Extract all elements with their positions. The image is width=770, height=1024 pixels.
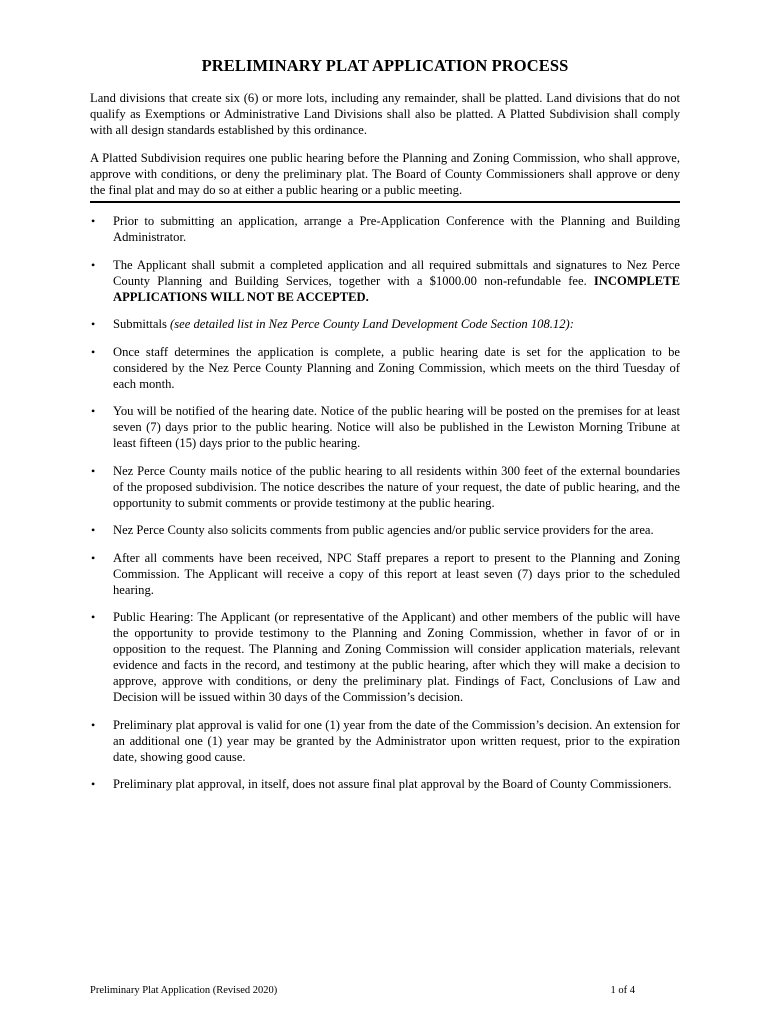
list-item-text: Preliminary plat approval, in itself, does not assure final plat approval by the Board of County Commissioners. xyxy=(113,777,672,791)
bullet-icon: • xyxy=(91,777,96,791)
list-item-text: After all comments have been received, NPC Staff prepares a report to present to the Planning and Zoning Commission. The Applicant will receive a copy of this report at least seven (7) days prior to the scheduled hearing. xyxy=(113,550,680,597)
list-item xyxy=(90,344,680,392)
list-item-text: Preliminary plat approval is valid for one (1) year from the date of the Commission’s decision. An extension for an additional one (1) year may be granted by the Administrator upon written request, prior to the expiration date, showing good cause. xyxy=(113,717,680,764)
bullet-icon: • xyxy=(91,344,96,359)
bullet-icon: • xyxy=(91,550,96,565)
list-item xyxy=(90,717,680,765)
footer-page-number: 1 of 4 xyxy=(610,985,635,996)
list-item-text: Submittals xyxy=(113,317,167,331)
list-item xyxy=(90,776,680,792)
bullet-icon: • xyxy=(91,610,96,624)
list-item xyxy=(90,316,680,332)
intro-paragraph-1: Land divisions that create six (6) or more lots, including any remainder, shall be platted. Land divisions that do not qualify as Exemptions or Administrative Land Divisions shall also be platted. A Platted Subdivision shall comply with all design standards established by this ordinance. xyxy=(90,91,680,137)
list-item-text: Once staff determines the application is complete, a public hearing date is set for the application to be considered by the Nez Perce County Planning and Zoning Commission, which meets on the third Tuesday of each month. xyxy=(113,344,680,391)
list-item xyxy=(90,609,680,705)
list-item-bold-text: INCOMPLETE APPLICATIONS WILL NOT BE ACCEPTED. xyxy=(113,273,680,304)
list-item-text: Public Hearing: The Applicant (or representative of the Applicant) and other members of the public will have the opportunity to provide testimony to the Planning and Zoning Commission, whether in favor of or in opposition to the request. The Planning and Zoning Commission will consider application materials, relevant evidence and facts in the record, and testimony at the public hearing, after which they will make a decision to approve, approve with conditions, or deny the preliminary plat. Findings of Fact, Conclusions of Law and Decision will be issued within 30 days of the Commission’s decision. xyxy=(113,610,680,704)
bullet-icon: • xyxy=(91,317,96,331)
process-steps-list xyxy=(90,213,680,792)
document-page xyxy=(90,56,680,804)
footer-document-title: Preliminary Plat Application (Revised 2020) xyxy=(90,985,278,996)
section-divider xyxy=(90,201,680,203)
bullet-icon: • xyxy=(91,717,96,732)
list-item-text: Prior to submitting an application, arrange a Pre-Application Conference with the Planning and Building Administrator. xyxy=(113,214,680,244)
list-item-italic-text: (see detailed list in Nez Perce County Land Development Code Section 108.12): xyxy=(170,317,574,331)
list-item xyxy=(90,463,680,511)
list-item xyxy=(90,550,680,598)
bullet-icon: • xyxy=(91,463,96,478)
list-item-text: You will be notified of the hearing date. Notice of the public hearing will be posted on the premises for at least seven (7) days prior to the public hearing. Notice will also be published in the Lewiston Morning Tribune at least fifteen (15) days prior to the public hearing. xyxy=(113,404,680,450)
list-item xyxy=(90,213,680,245)
bullet-icon: • xyxy=(91,404,96,418)
bullet-icon: • xyxy=(91,523,96,537)
bullet-icon: • xyxy=(91,214,96,228)
list-item-text: The Applicant shall submit a completed application and all required submittals and signatures to Nez Perce County Planning and Building Services, together with a $1000.00 non-refundable fee. xyxy=(113,257,680,288)
bullet-icon: • xyxy=(91,257,96,272)
list-item-text: Nez Perce County mails notice of the public hearing to all residents within 300 feet of the external boundaries of the proposed subdivision. The notice describes the nature of your request, the date of public hearing, and the opportunity to submit comments or provide testimony at the public hearing. xyxy=(113,463,680,510)
list-item xyxy=(90,257,680,305)
list-item xyxy=(90,522,680,538)
list-item xyxy=(90,403,680,451)
list-item-text: Nez Perce County also solicits comments from public agencies and/or public service providers for the area. xyxy=(113,523,654,537)
page-title: PRELIMINARY PLAT APPLICATION PROCESS xyxy=(201,56,569,75)
intro-paragraph-2: A Platted Subdivision requires one public hearing before the Planning and Zoning Commission, who shall approve, approve with conditions, or deny the preliminary plat. The Board of County Commissioners shall approve or deny the final plat and may do so at either a public hearing or a public meeting. xyxy=(90,151,680,197)
